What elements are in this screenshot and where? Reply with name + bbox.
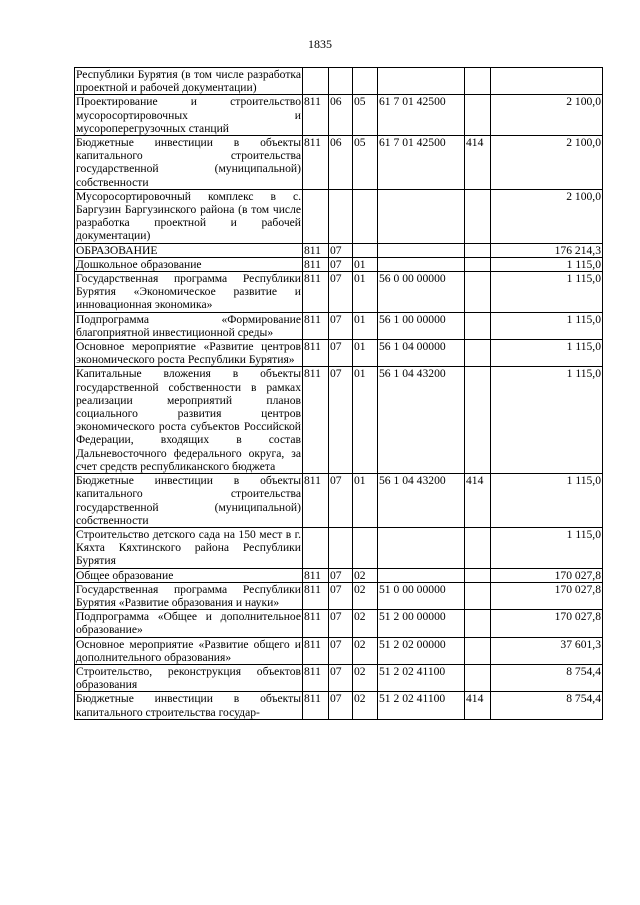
item-name-cell: Бюджетные инвестиции в объекты капитального строительства государ- bbox=[76, 692, 301, 719]
target-article-code-cell: 56 1 00 00000 bbox=[378, 312, 465, 339]
amount-cell: 1 115,0 bbox=[491, 312, 603, 339]
target-article-code-cell: 56 1 04 43200 bbox=[378, 474, 465, 528]
target-article-code-cell: 56 0 00 00000 bbox=[378, 272, 465, 313]
amount-cell bbox=[491, 68, 603, 95]
section-code-cell bbox=[329, 527, 353, 568]
expense-type-code-cell: 414 bbox=[465, 692, 491, 719]
table-row bbox=[75, 582, 603, 609]
grbs-code-cell: 811 bbox=[303, 136, 329, 190]
expense-type-code-cell bbox=[465, 257, 491, 271]
table-row bbox=[75, 527, 603, 568]
table-row bbox=[75, 189, 603, 243]
subsection-code-cell: 01 bbox=[353, 474, 378, 528]
item-name-cell: ОБРАЗОВАНИЕ bbox=[75, 243, 303, 257]
item-name-cell: Проектирование и строительство мусоросортировочных и мусороперегрузочных станций bbox=[76, 95, 301, 135]
table-row bbox=[75, 340, 603, 367]
subsection-code-cell: 02 bbox=[353, 582, 378, 609]
table-row bbox=[75, 664, 603, 691]
target-article-code-cell bbox=[378, 257, 465, 271]
amount-cell: 1 115,0 bbox=[491, 340, 603, 367]
section-code-cell: 06 bbox=[329, 136, 353, 190]
item-name-cell: Строительство, реконструкция объектов образования bbox=[76, 664, 301, 692]
subsection-code-cell: 02 bbox=[353, 610, 378, 637]
grbs-code-cell: 811 bbox=[303, 664, 329, 691]
item-name-cell: Общее образование bbox=[75, 568, 303, 582]
item-name-cell: Капитальные вложения в объекты государственной собственности в рамках реализации мероприятий планов социального развития центров экономического роста субъектов Российской Федерации, входящих в состав Дальневосточного федерального округа, за счет средств республиканского бюджета bbox=[76, 367, 301, 473]
target-article-code-cell: 61 7 01 42500 bbox=[378, 136, 465, 190]
expense-type-code-cell bbox=[465, 272, 491, 313]
subsection-code-cell: 02 bbox=[353, 637, 378, 664]
grbs-code-cell: 811 bbox=[303, 367, 329, 474]
table-row bbox=[75, 610, 603, 637]
section-code-cell: 07 bbox=[329, 340, 353, 367]
grbs-code-cell: 811 bbox=[303, 272, 329, 313]
target-article-code-cell: 56 1 04 43200 bbox=[378, 367, 465, 474]
page-number: 1835 bbox=[308, 37, 332, 51]
section-code-cell: 07 bbox=[329, 568, 353, 582]
grbs-code-cell: 811 bbox=[303, 95, 329, 136]
subsection-code-cell bbox=[353, 243, 378, 257]
target-article-code-cell bbox=[378, 189, 465, 243]
item-name-cell: Подпрограмма «Общее и дополнительное образование» bbox=[76, 610, 301, 637]
amount-cell: 2 100,0 bbox=[491, 189, 603, 243]
grbs-code-cell: 811 bbox=[303, 312, 329, 339]
table-row bbox=[75, 243, 603, 257]
section-code-cell: 07 bbox=[329, 637, 353, 664]
section-code-cell: 07 bbox=[329, 474, 353, 528]
amount-cell: 2 100,0 bbox=[491, 95, 603, 136]
target-article-code-cell bbox=[378, 68, 465, 95]
grbs-code-cell: 811 bbox=[303, 637, 329, 664]
expense-type-code-cell bbox=[465, 582, 491, 609]
table-body bbox=[75, 68, 603, 720]
expense-type-code-cell bbox=[465, 340, 491, 367]
table-row bbox=[75, 692, 603, 719]
grbs-code-cell: 811 bbox=[303, 474, 329, 528]
grbs-code-cell: 811 bbox=[303, 340, 329, 367]
expense-type-code-cell bbox=[465, 367, 491, 474]
target-article-code-cell bbox=[378, 527, 465, 568]
section-code-cell: 07 bbox=[329, 243, 353, 257]
section-code-cell: 07 bbox=[329, 257, 353, 271]
subsection-code-cell: 01 bbox=[353, 257, 378, 271]
subsection-code-cell: 05 bbox=[353, 95, 378, 136]
amount-cell: 170 027,8 bbox=[491, 582, 603, 609]
target-article-code-cell bbox=[378, 243, 465, 257]
amount-cell: 170 027,8 bbox=[491, 610, 603, 637]
table-row bbox=[75, 68, 603, 95]
subsection-code-cell: 02 bbox=[353, 692, 378, 719]
grbs-code-cell: 811 bbox=[303, 257, 329, 271]
expense-type-code-cell bbox=[465, 312, 491, 339]
amount-cell: 1 115,0 bbox=[491, 527, 603, 568]
section-code-cell bbox=[329, 68, 353, 95]
grbs-code-cell: 811 bbox=[303, 692, 329, 719]
target-article-code-cell: 56 1 04 00000 bbox=[378, 340, 465, 367]
amount-cell: 1 115,0 bbox=[491, 367, 603, 474]
expense-type-code-cell bbox=[465, 95, 491, 136]
subsection-code-cell bbox=[353, 527, 378, 568]
subsection-code-cell: 02 bbox=[353, 664, 378, 691]
section-code-cell: 07 bbox=[329, 312, 353, 339]
expense-type-code-cell bbox=[465, 664, 491, 691]
section-code-cell: 06 bbox=[329, 95, 353, 136]
subsection-code-cell: 01 bbox=[353, 367, 378, 474]
subsection-code-cell bbox=[353, 189, 378, 243]
section-code-cell bbox=[329, 189, 353, 243]
amount-cell: 8 754,4 bbox=[491, 664, 603, 691]
section-code-cell: 07 bbox=[329, 367, 353, 474]
amount-cell: 170 027,8 bbox=[491, 568, 603, 582]
expense-type-code-cell bbox=[465, 610, 491, 637]
table-row bbox=[75, 637, 603, 664]
table-row bbox=[75, 136, 603, 190]
subsection-code-cell: 01 bbox=[353, 340, 378, 367]
amount-cell: 1 115,0 bbox=[491, 474, 603, 528]
grbs-code-cell: 811 bbox=[303, 610, 329, 637]
section-code-cell: 07 bbox=[329, 610, 353, 637]
table-row bbox=[75, 367, 603, 474]
table-row bbox=[75, 272, 603, 313]
section-code-cell: 07 bbox=[329, 664, 353, 691]
section-code-cell: 07 bbox=[329, 582, 353, 609]
target-article-code-cell: 51 2 02 00000 bbox=[378, 637, 465, 664]
amount-cell: 37 601,3 bbox=[491, 637, 603, 664]
table-row bbox=[75, 474, 603, 528]
amount-cell: 2 100,0 bbox=[491, 136, 603, 190]
amount-cell: 1 115,0 bbox=[491, 272, 603, 313]
subsection-code-cell bbox=[353, 68, 378, 95]
target-article-code-cell: 51 2 00 00000 bbox=[378, 610, 465, 637]
item-name-cell: Бюджетные инвестиции в объекты капитального строительства государственной (муниципальной) собственности bbox=[76, 474, 301, 527]
grbs-code-cell: 811 bbox=[303, 582, 329, 609]
table-row bbox=[75, 95, 603, 136]
grbs-code-cell bbox=[303, 189, 329, 243]
grbs-code-cell bbox=[303, 527, 329, 568]
amount-cell: 176 214,3 bbox=[491, 243, 603, 257]
item-name-cell: Дошкольное образование bbox=[75, 257, 303, 271]
item-name-cell: Строительство детского сада на 150 мест в г. Кяхта Кяхтинского района Республики Бурятия bbox=[76, 527, 301, 568]
target-article-code-cell: 51 2 02 41100 bbox=[378, 692, 465, 719]
section-code-cell: 07 bbox=[329, 692, 353, 719]
section-code-cell: 07 bbox=[329, 272, 353, 313]
table-row bbox=[75, 257, 603, 271]
grbs-code-cell bbox=[303, 68, 329, 95]
amount-cell: 8 754,4 bbox=[491, 692, 603, 719]
item-name-cell: Бюджетные инвестиции в объекты капитального строительства государственной (муниципальной) собственности bbox=[76, 136, 301, 189]
table-row bbox=[75, 312, 603, 339]
target-article-code-cell: 61 7 01 42500 bbox=[378, 95, 465, 136]
item-name-cell: Государственная программа Республики Бурятия «Экономическое развитие и инновационная экономика» bbox=[76, 272, 301, 312]
item-name-cell: Мусоросортировочный комплекс в с. Баргузин Баргузинского района (в том числе разработка проектной и рабочей документации) bbox=[76, 189, 301, 243]
target-article-code-cell: 51 2 02 41100 bbox=[378, 664, 465, 691]
item-name-cell: Подпрограмма «Формирование благоприятной инвестиционной среды» bbox=[76, 312, 301, 339]
amount-cell: 1 115,0 bbox=[491, 257, 603, 271]
expense-type-code-cell bbox=[465, 527, 491, 568]
subsection-code-cell: 01 bbox=[353, 272, 378, 313]
item-name-cell: Государственная программа Республики Бурятия «Развитие образования и науки» bbox=[76, 582, 301, 609]
expense-type-code-cell: 414 bbox=[465, 474, 491, 528]
expense-type-code-cell bbox=[465, 637, 491, 664]
subsection-code-cell: 02 bbox=[353, 568, 378, 582]
item-name-cell: Основное мероприятие «Развитие общего и дополнительного образования» bbox=[76, 637, 301, 664]
table-row bbox=[75, 568, 603, 582]
item-name-cell: Основное мероприятие «Развитие центров экономического роста Республики Бурятия» bbox=[76, 340, 301, 367]
expense-type-code-cell: 414 bbox=[465, 136, 491, 190]
budget-table bbox=[74, 67, 603, 720]
grbs-code-cell: 811 bbox=[303, 243, 329, 257]
grbs-code-cell: 811 bbox=[303, 568, 329, 582]
target-article-code-cell: 51 0 00 00000 bbox=[378, 582, 465, 609]
target-article-code-cell bbox=[378, 568, 465, 582]
subsection-code-cell: 05 bbox=[353, 136, 378, 190]
expense-type-code-cell bbox=[465, 568, 491, 582]
item-name-cell: Республики Бурятия (в том числе разработка проектной и рабочей документации) bbox=[76, 68, 301, 95]
expense-type-code-cell bbox=[465, 243, 491, 257]
subsection-code-cell: 01 bbox=[353, 312, 378, 339]
expense-type-code-cell bbox=[465, 189, 491, 243]
expense-type-code-cell bbox=[465, 68, 491, 95]
